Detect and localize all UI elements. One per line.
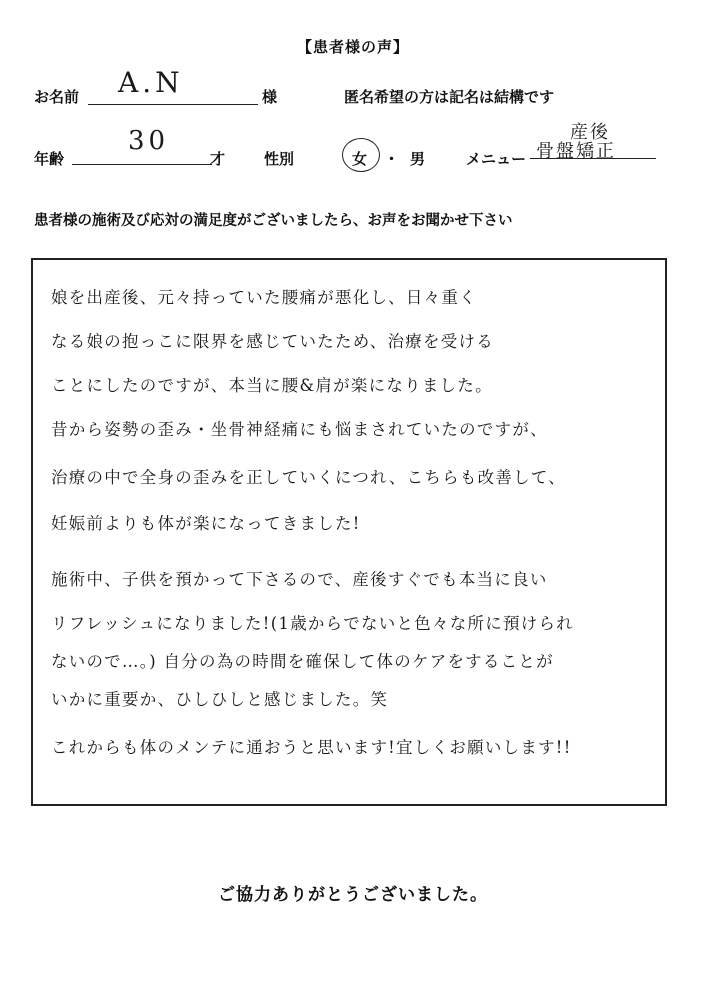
gender-separator: ・ xyxy=(384,150,400,168)
testimonial-line: なる娘の抱っこに限界を感じていたため、治療を受ける xyxy=(51,332,495,351)
gender-male: 男 xyxy=(410,150,426,168)
testimonial-line: 昔から姿勢の歪み・坐骨神経痛にも悩まされていたのですが、 xyxy=(51,420,548,439)
name-label: お名前 xyxy=(34,88,80,106)
testimonial-line: 妊娠前よりも体が楽になってきました! xyxy=(51,514,361,533)
testimonial-line: いかに重要か、ひしひしと感じました。笑 xyxy=(51,690,389,709)
testimonial-line: 娘を出産後、元々持っていた腰痛が悪化し、日々重く xyxy=(51,288,477,307)
testimonial-line: リフレッシュになりました!(1歳からでないと色々な所に預けられ xyxy=(51,614,574,633)
anonymous-note: 匿名希望の方は記名は結構です xyxy=(344,88,555,106)
menu-value-line1: 産後 xyxy=(570,122,610,143)
age-label: 年齢 xyxy=(34,150,65,168)
age-value: 30 xyxy=(128,126,170,156)
testimonial-line: ことにしたのですが、本当に腰&肩が楽になりました。 xyxy=(51,376,493,395)
age-suffix: 才 xyxy=(210,150,226,168)
menu-label: メニュー xyxy=(466,150,527,168)
gender-label: 性別 xyxy=(264,150,295,168)
gender-female: 女 xyxy=(352,150,368,168)
feedback-prompt: 患者様の施術及び応対の満足度がございましたら、お声をお聞かせ下さい xyxy=(34,213,513,229)
form-title: 【患者様の声】 xyxy=(296,38,409,56)
thanks-message: ご協力ありがとうございました。 xyxy=(218,885,488,905)
testimonial-line: 施術中、子供を預かって下さるので、産後すぐでも本当に良い xyxy=(51,570,548,589)
name-suffix: 様 xyxy=(262,88,278,106)
testimonial-box xyxy=(31,258,667,806)
testimonial-line: ないので…。) 自分の為の時間を確保して体のケアをすることが xyxy=(51,652,554,671)
menu-value-line2: 骨盤矯正 xyxy=(536,141,616,162)
name-value: A.N xyxy=(118,66,184,99)
testimonial-line: 治療の中で全身の歪みを正していくにつれ、こちらも改善して、 xyxy=(51,468,566,487)
testimonial-line: これからも体のメンテに通おうと思います!宜しくお願いします!! xyxy=(51,738,572,757)
